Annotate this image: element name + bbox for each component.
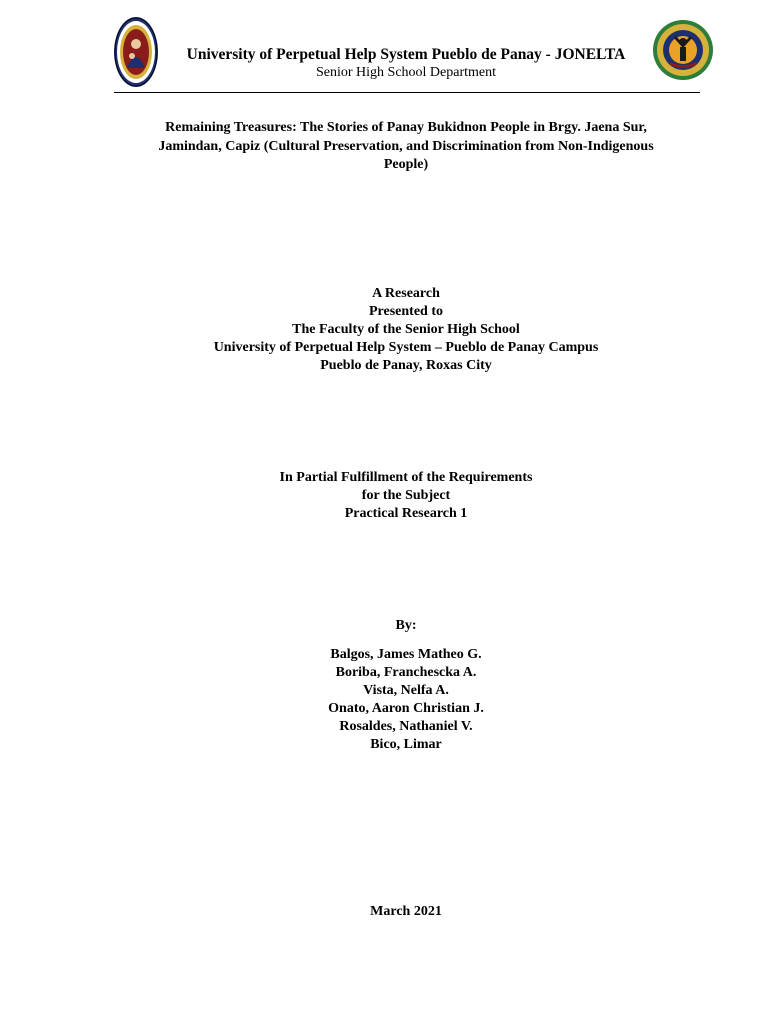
research-title	[118, 119, 694, 175]
presentation-line: The Faculty of the Senior High School	[292, 322, 520, 337]
author-name: Vista, Nelfa A.	[363, 683, 449, 698]
author-name: Balgos, James Matheo G.	[330, 647, 482, 662]
author-name: Rosaldes, Nathaniel V.	[339, 719, 473, 734]
presentation-line: University of Perpetual Help System – Pueblo de Panay Campus	[213, 340, 599, 355]
document-date: March 2021	[370, 904, 442, 919]
fulfillment-line: In Partial Fulfillment of the Requirements	[279, 470, 533, 485]
author-name: Boriba, Franchescka A.	[335, 665, 477, 680]
fulfillment-line: for the Subject	[361, 488, 451, 503]
senior-high-school-seal-icon	[652, 18, 714, 82]
author-name: Bico, Limar	[370, 737, 442, 752]
by-label-block	[100, 617, 712, 635]
by-label: By:	[395, 618, 417, 633]
authors-list	[100, 646, 712, 754]
presentation-line: Pueblo de Panay, Roxas City	[320, 358, 492, 373]
presentation-block	[100, 285, 712, 375]
university-seal-icon	[113, 16, 159, 88]
institution-name: University of Perpetual Help System Pueblo de Panay - JONELTA	[186, 46, 626, 63]
title-line: Remaining Treasures: The Stories of Panay Bukidnon People in Brgy. Jaena Sur,	[165, 120, 647, 135]
title-line: People)	[383, 157, 429, 172]
fulfillment-line: Practical Research 1	[344, 506, 468, 521]
presentation-line: A Research	[372, 286, 440, 301]
header-divider	[114, 92, 700, 93]
author-name: Onato, Aaron Christian J.	[328, 701, 484, 716]
department-name: Senior High School Department	[315, 65, 497, 80]
date-block	[100, 903, 712, 921]
fulfillment-block	[100, 469, 712, 523]
title-line: Jamindan, Capiz (Cultural Preservation, and Discrimination from Non-Indigenous	[158, 138, 654, 154]
presentation-line: Presented to	[369, 304, 443, 319]
